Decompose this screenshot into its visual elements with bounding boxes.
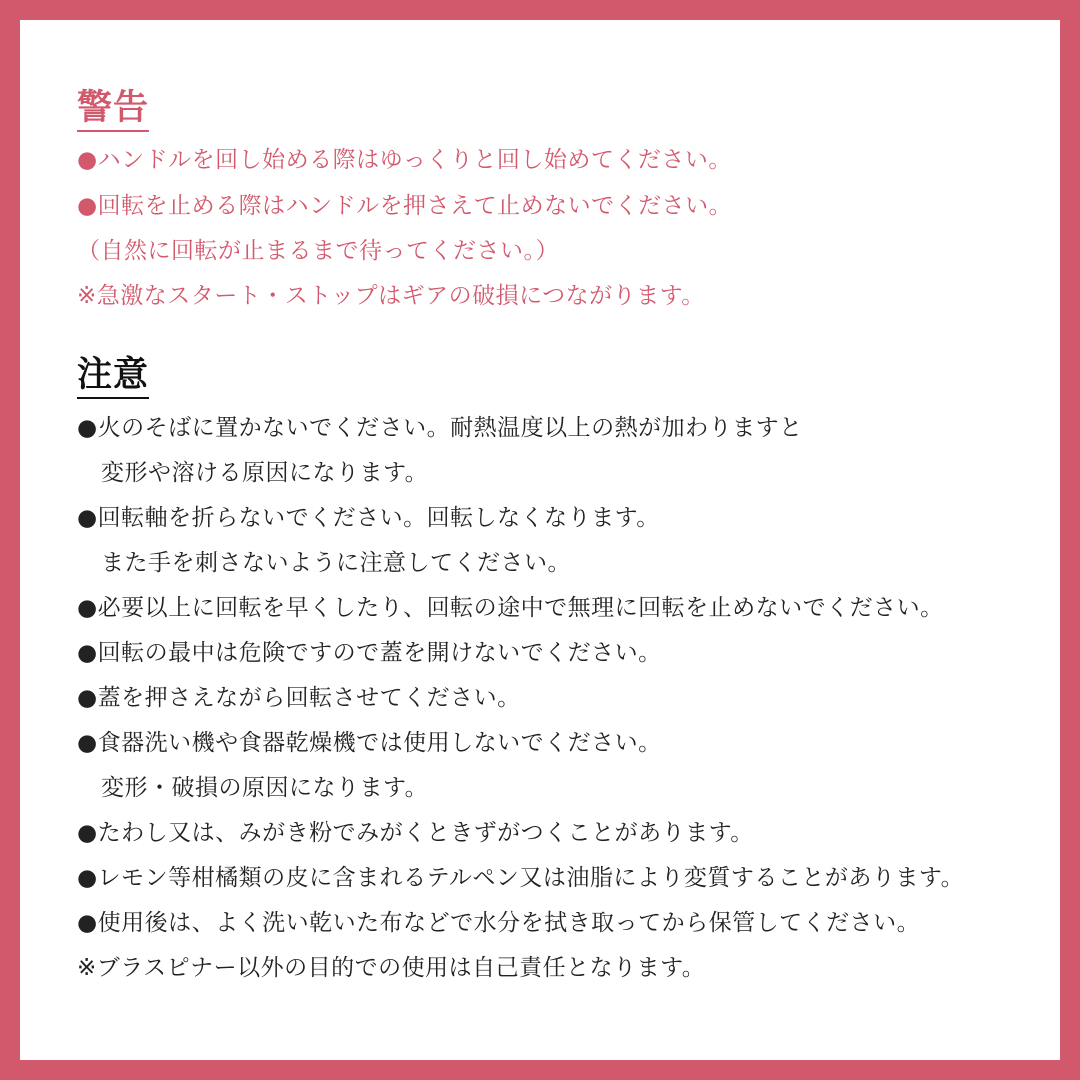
warning-line: ※急激なスタート・ストップはギアの破損につながります。	[77, 283, 705, 309]
caution-line: ●レモン等柑橘類の皮に含まれるテルペン又は油脂により変質することがあります。	[77, 865, 965, 891]
notice-card	[20, 20, 1060, 1060]
warning-line: ●回転を止める際はハンドルを押さえて止めないでください。	[77, 193, 733, 219]
caution-line: ●使用後は、よく洗い乾いた布などで水分を拭き取ってから保管してください。	[77, 910, 921, 936]
warning-heading: 警告	[77, 88, 149, 132]
caution-line: ※ブラスピナー以外の目的での使用は自己責任となります。	[77, 955, 706, 981]
caution-line: ●必要以上に回転を早くしたり、回転の途中で無理に回転を止めないでください。	[77, 595, 944, 621]
caution-line: また手を刺さないように注意してください。	[101, 550, 571, 576]
caution-line: 変形や溶ける原因になります。	[101, 460, 429, 486]
caution-line: ●回転の最中は危険ですので蓋を開けないでください。	[77, 640, 662, 666]
caution-line: ●火のそばに置かないでください。耐熱温度以上の熱が加わりますと	[77, 415, 803, 441]
caution-line: 変形・破損の原因になります。	[101, 775, 429, 801]
caution-line: ●回転軸を折らないでください。回転しなくなります。	[77, 505, 660, 531]
warning-line: （自然に回転が止まるまで待ってください。）	[77, 238, 559, 264]
warning-line: ●ハンドルを回し始める際はゆっくりと回し始めてください。	[77, 147, 732, 173]
caution-heading: 注意	[77, 355, 149, 399]
caution-line: ●蓋を押さえながら回転させてください。	[77, 685, 521, 711]
caution-line: ●食器洗い機や食器乾燥機では使用しないでください。	[77, 730, 662, 756]
caution-line: ●たわし又は、みがき粉でみがくときずがつくことがあります。	[77, 820, 754, 846]
